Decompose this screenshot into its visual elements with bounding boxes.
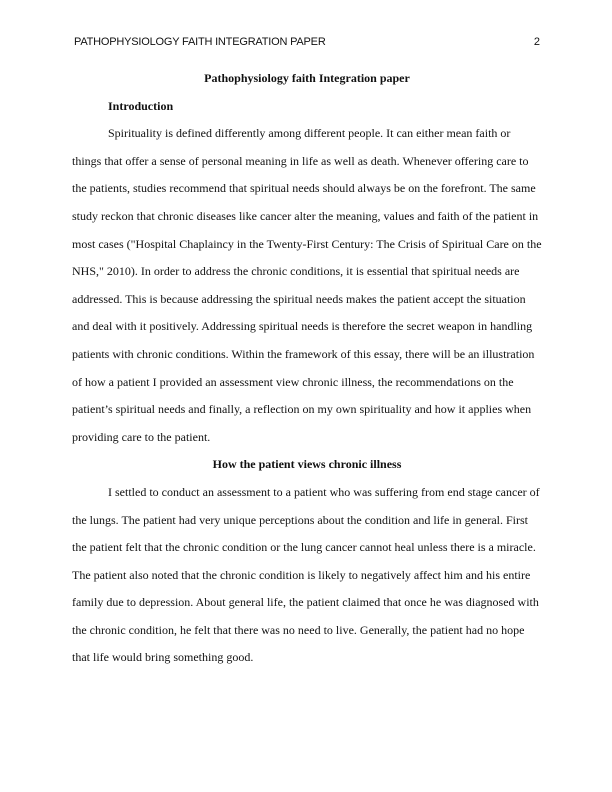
page-number: 2 <box>533 36 540 48</box>
running-head: PATHOPHYSIOLOGY FAITH INTEGRATION PAPER <box>74 36 326 48</box>
paper-title: Pathophysiology faith Integration paper <box>204 71 410 85</box>
introduction-paragraph: Spirituality is defined differently among different people. It can either mean faith or things that offer a sense of personal meaning in life as well as death. Whenever offering care to the patients, studies recommend that spiritual needs should always be on the forefront. The same study reckon that chronic diseases like cancer alter the meaning, values and faith of the patient in most cases ("Hospital Chaplaincy in the Twenty-First Century: The Crisis of Spiritual Care on the NHS," 2010). In order to address the chronic conditions, it is essential that spiritual needs are addressed. This is because addressing the spiritual needs makes the patient accept the situation and deal with it positively. Addressing spiritual needs is therefore the secret weapon in handling patients with chronic conditions. Within the framework of this essay, there will be an illustration of how a patient I provided an assessment view chronic illness, the recommendations on the patient’s spiritual needs and finally, a reflection on my own spirituality and how it applies when providing care to the patient. <box>72 126 542 444</box>
section-heading-introduction: Introduction <box>108 98 174 113</box>
document-body <box>72 65 542 672</box>
patient-view-paragraph: I settled to conduct an assessment to a patient who was suffering from end stage cancer of the lungs. The patient had very unique perceptions about the condition and life in general. First the patient felt that the chronic condition or the lung cancer cannot heal unless there is a miracle. The patient also noted that the chronic condition is likely to negatively affect him and his entire family due to depression. About general life, the patient claimed that once he was diagnosed with the chronic condition, he felt that there was no need to live. Generally, the patient had no hope that life would bring something good. <box>72 484 540 665</box>
section-heading-patient-view: How the patient views chronic illness <box>212 457 402 472</box>
